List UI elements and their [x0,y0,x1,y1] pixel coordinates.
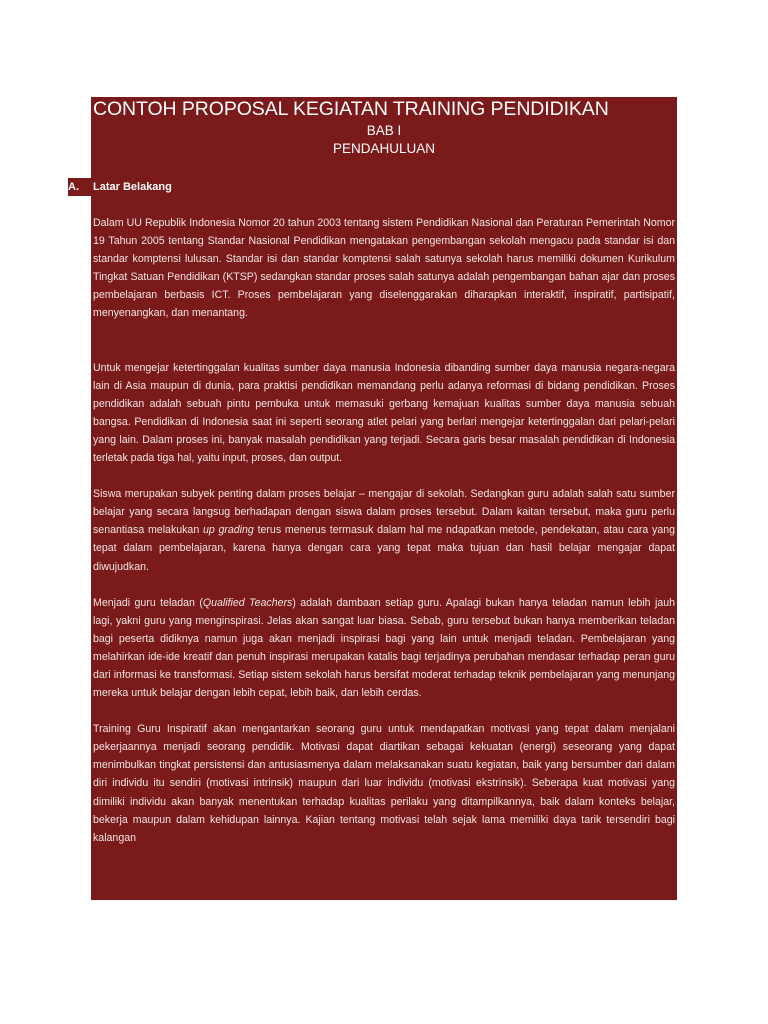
section-title: Latar Belakang [93,181,172,193]
chapter-title: PENDAHULUAN [332,141,436,156]
body-text [93,214,675,847]
paragraph-2: Untuk mengejar ketertinggalan kualitas sumber daya manusia Indonesia dibanding sumber daya manusia negara-negara lain di Asia maupun di dunia, para praktisi pendidikan memandang perlu adanya reformasi di bidang pendidikan. Proses pendidikan adalah sebuah pintu pembuka untuk memasuki gerbang kemajuan kualitas sumber daya manusia sebuah bangsa. Pendidikan di Indonesia saat ini seperti seorang atlet pelari yang berlari mengejar ketertinggalan dari pelari-pelari yang lain. Dalam proses ini, banyak masalah pendidikan yang terjadi. Secara garis besar masalah pendidikan di Indonesia terletak pada tiga hal, yaitu input, proses, dan output. [93,361,675,465]
paragraph-4 [93,594,675,703]
paragraph-3-text-b: terus menerus termasuk dalam hal me ndapatkan metode, pendekatan, atau cara yang tepat dalam pembelajaran, karena hanya dengan cara yang tepat maka tujuan dan hasil belajar mengajar dapat diwujudkan. [93,524,676,573]
paragraph-1: Dalam UU Republik Indonesia Nomor 20 tahun 2003 tentang sistem Pendidikan Nasional dan Peraturan Pemerintah Nomor 19 Tahun 2005 tentang Standar Nasional Pendidikan mengatakan pengembangan sekolah mengacu pada standar isi dan standar komptensi lulusan. Standar isi dan standar komptensi salah satunya sekolah harus memiliki dokumen Kurikulum Tingkat Satuan Pendidikan (KTSP) sedangkan standar proses salah satunya adalah pengembangan bahan ajar dan proses pembelajaran berbasis ICT. Proses pembelajaran yang diselenggarakan diharapkan interaktif, inspiratif, partisipatif, menyenangkan, dan menantang. [93,217,675,320]
paragraph-4-emphasis: Qualified Teachers [202,596,293,609]
section-letter: A. [68,181,79,193]
paragraph-3-text-a: Siswa merupakan subyek penting dalam proses belajar – mengajar di sekolah. Sedangkan guru adalah salah satu sumber belajar yang secara langsug berhadapan dengan siswa dalam proses tersebut. Dalam kaitan tersebut, maka guru perlu senantiasa melakukan [93,488,675,537]
paragraph-4-text-b: ) adalah dambaan setiap guru. Apalagi bukan hanya teladan namun lebih jauh lagi, yakni guru yang menginspirasi. Jelas akan sangat luar biasa. Sebab, guru tersebut bukan hanya memberikan teladan bagi peserta didiknya namun juga akan menjadi inspirasi bagi yang lain untuk menjadi teladan. Pembelajaran yang melahirkan ide-ide kreatif dan penuh inspirasi merupakan katalis bagi terjadinya perubahan mendasar terhadap peran guru dari informasi ke transformasi. Setiap sistem sekolah harus bersifat moderat terhadap teknik pembelajaran yang menunjang mereka untuk belajar dengan lebih cepat, lebih baik, dan lebih cerdas. [93,596,675,700]
document-title: CONTOH PROPOSAL KEGIATAN TRAINING PENDIDIKAN [93,98,609,120]
paragraph-5: Training Guru Inspiratif akan mengantarkan seorang guru untuk mendapatkan motivasi yang tepat dalam menjalani pekerjaannya menjadi seorang pendidik. Motivasi dapat diartikan sebagai kekuatan (energi) seseorang yang dapat menimbulkan tingkat persistensi dan antusiasmenya dalam melaksanakan suatu kegiatan, baik yang bersumber dari dalam diri individu itu sendiri (motivasi intrinsik) maupun dari luar individu (motivasi ekstrinsik). Seberapa kuat motivasi yang dimiliki individu akan banyak menentukan terhadap kualitas perilaku yang ditampilkannya, baik dalam konteks belajar, bekerja maupun dalam kehidupan lainnya. Kajian tentang motivasi telah sejak lama memiliki daya tarik tersendiri bagi kalangan [93,723,675,844]
chapter-number: BAB I [366,123,402,138]
section-heading [68,178,172,196]
document-page [68,97,677,900]
paragraph-3 [93,485,675,575]
paragraph-4-text-a: Menjadi guru teladan ( [93,596,203,609]
paragraph-3-emphasis: up grading [202,524,254,537]
